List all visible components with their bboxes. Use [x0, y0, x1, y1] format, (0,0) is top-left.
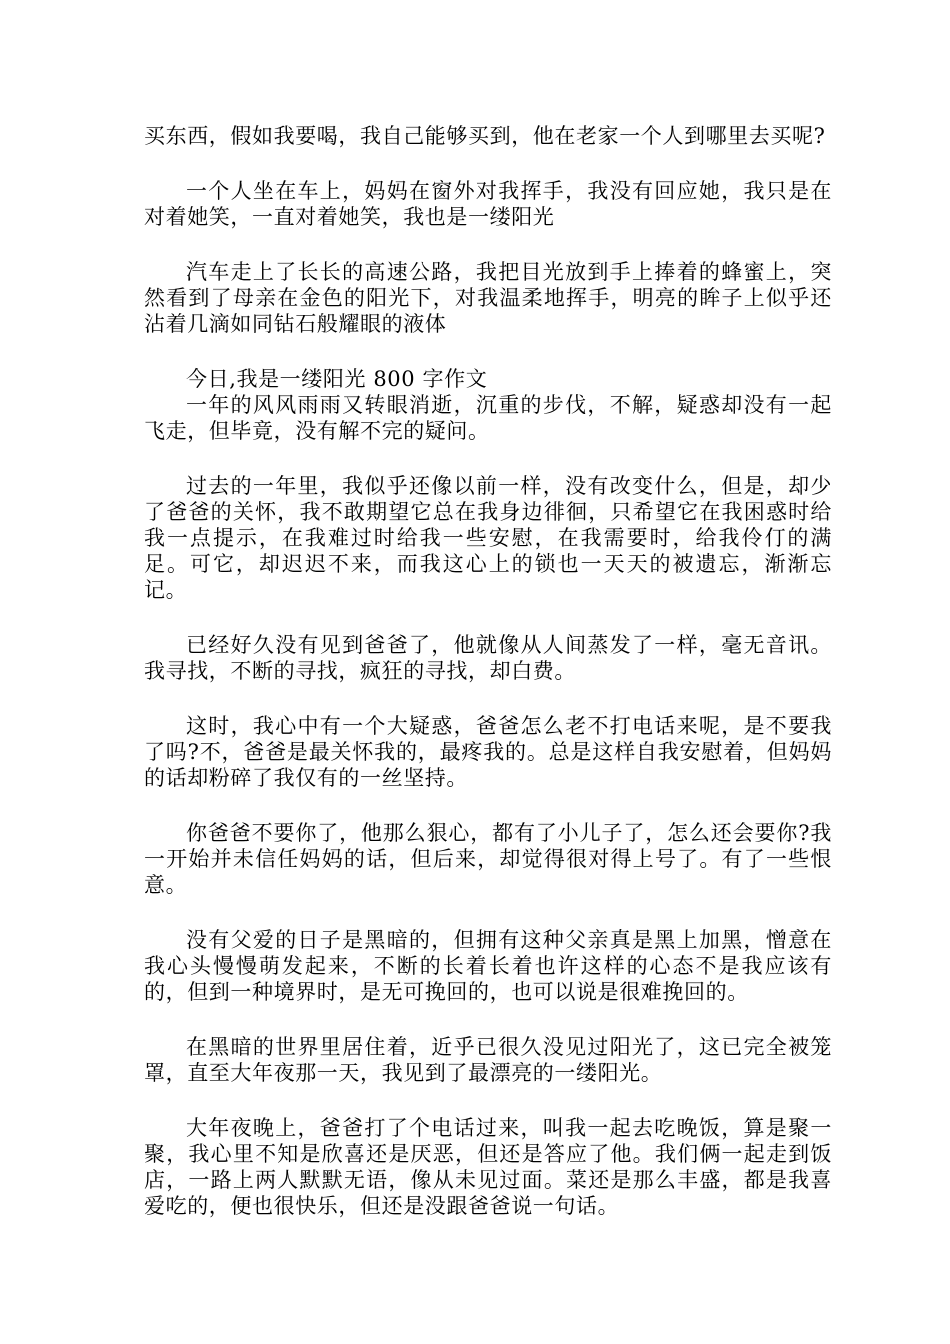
paragraph: 一年的风风雨雨又转眼消逝，沉重的步伐，不解，疑惑却没有一起飞走，但毕竟，没有解不完的疑问。 [144, 393, 832, 443]
paragraph: 已经好久没有见到爸爸了，他就像从人间蒸发了一样，毫无音讯。我寻找，不断的寻找，疯狂的寻找，却白费。 [144, 633, 832, 683]
paragraph: 这时，我心中有一个大疑惑，爸爸怎么老不打电话来呢，是不要我了吗?不，爸爸是最关怀我的，最疼我的。总是这样自我安慰着，但妈妈的话却粉碎了我仅有的一丝坚持。 [144, 714, 832, 790]
essay-title: 今日,我是一缕阳光 800 字作文 [186, 367, 488, 391]
document-body [144, 123, 832, 1248]
paragraph: 买东西，假如我要喝，我自己能够买到，他在老家一个人到哪里去买呢? [144, 124, 826, 148]
paragraph: 你爸爸不要你了，他那么狠心，都有了小儿子了，怎么还会要你?我一开始并未信任妈妈的话，但后来，却觉得很对得上号了。有了一些恨意。 [144, 821, 832, 897]
paragraph: 大年夜晚上，爸爸打了个电话过来，叫我一起去吃晚饭，算是聚一聚，我心里不知是欣喜还是厌恶，但还是答应了他。我们俩一起走到饭店，一路上两人默默无语，像从未见过面。菜还是那么丰盛，都是我喜爱吃的，便也很快乐，但还是没跟爸爸说一句话。 [144, 1116, 832, 1218]
paragraph: 汽车走上了长长的高速公路，我把目光放到手上捧着的蜂蜜上，突然看到了母亲在金色的阳光下，对我温柔地挥手，明亮的眸子上似乎还沾着几滴如同钻石般耀眼的液体 [144, 260, 832, 336]
paragraph: 没有父爱的日子是黑暗的，但拥有这种父亲真是黑上加黑，憎意在我心头慢慢萌发起来，不断的长着长着也许这样的心态不是我应该有的，但到一种境界时，是无可挽回的，也可以说是很难挽回的。 [144, 928, 832, 1004]
paragraph: 在黑暗的世界里居住着，近乎已很久没见过阳光了，这已完全被笼罩，直至大年夜那一天，我见到了最漂亮的一缕阳光。 [144, 1035, 832, 1085]
paragraph: 一个人坐在车上，妈妈在窗外对我挥手，我没有回应她，我只是在对着她笑，一直对着她笑，我也是一缕阳光 [144, 179, 832, 229]
paragraph: 过去的一年里，我似乎还像以前一样，没有改变什么，但是，却少了爸爸的关怀，我不敢期望它总在我身边徘徊，只希望它在我困惑时给我一点提示，在我难过时给我一些安慰，在我需要时，给我伶仃的满足。可它，却迟迟不来，而我这心上的锁也一天天的被遗忘，渐渐忘记。 [144, 474, 832, 602]
